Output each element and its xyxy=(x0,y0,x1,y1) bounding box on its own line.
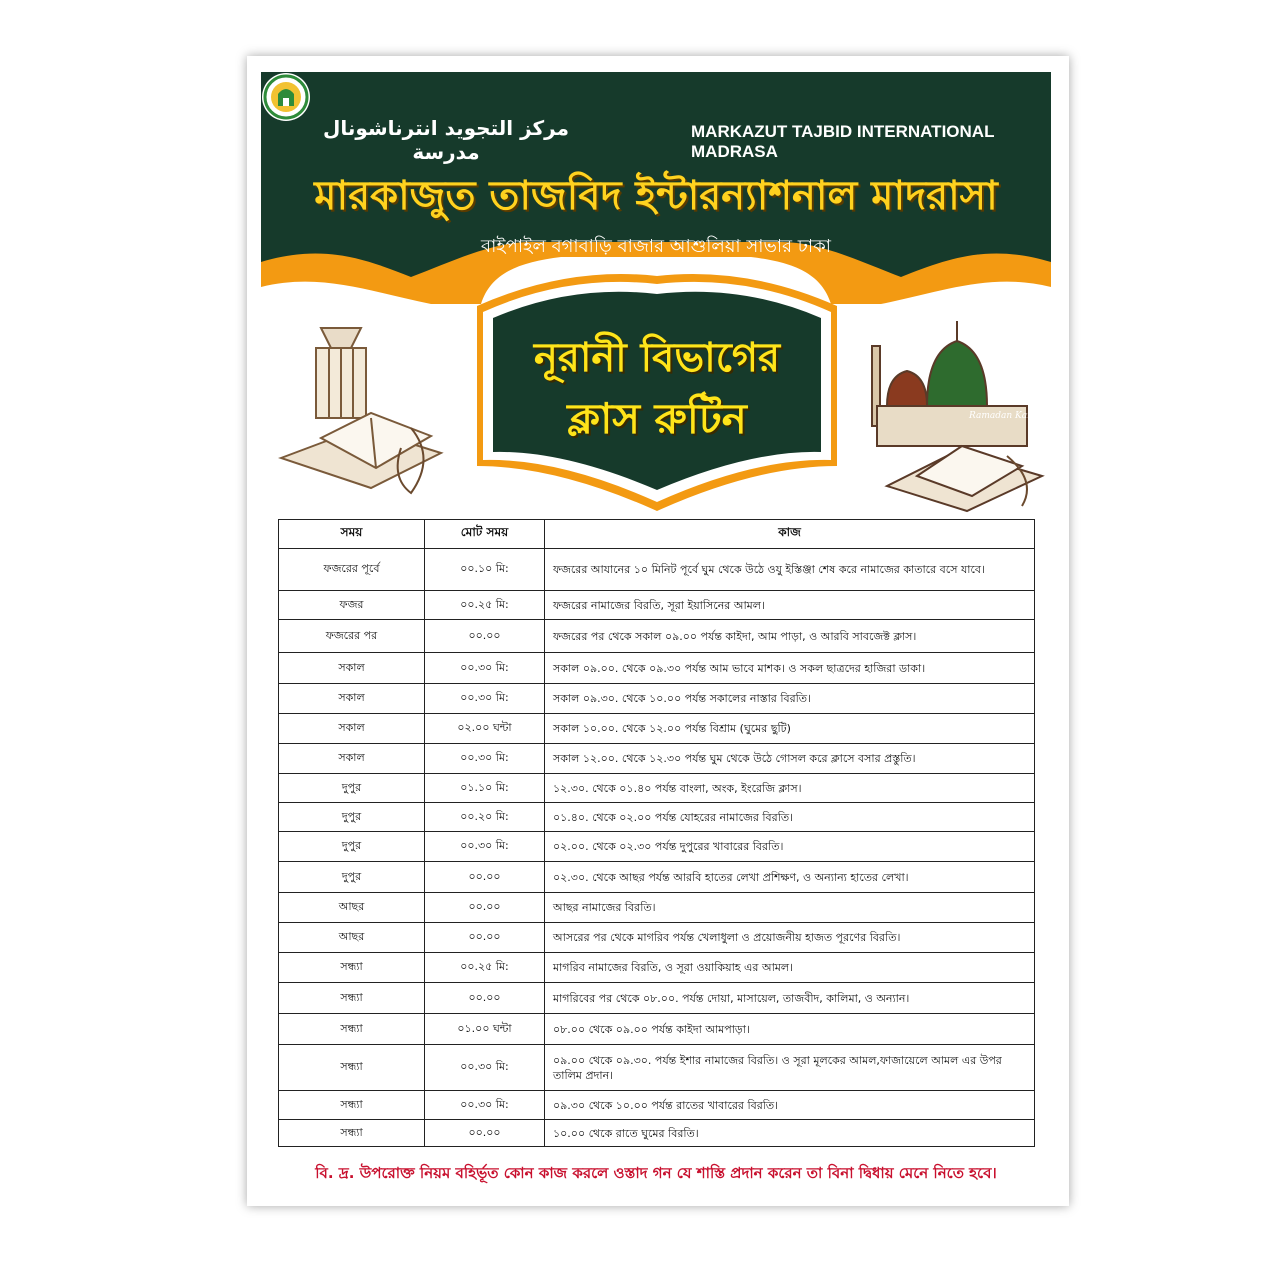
time-cell: সন্ধ্যা xyxy=(279,1120,425,1147)
duration-cell: ০০.০০ xyxy=(425,1120,545,1147)
english-madrasa-name: MARKAZUT TAJBID INTERNATIONAL MADRASA xyxy=(691,122,995,161)
duration-cell: ০০.৩০ মি: xyxy=(425,744,545,774)
table-row xyxy=(279,653,1035,684)
routine-table xyxy=(278,519,1035,1147)
duration-cell: ০০.০০ xyxy=(425,862,545,893)
title-line-1: নূরানী বিভাগের xyxy=(533,335,781,381)
time-cell: সন্ধ্যা xyxy=(279,1091,425,1120)
task-cell: মাগরিবের পর থেকে ০৮.০০. পর্যন্ত দোয়া, মাসায়েল, তাজবীদ, কালিমা, ও অন্যান। xyxy=(545,983,1035,1014)
duration-cell: ০০.২৫ মি: xyxy=(425,591,545,620)
routine-table-body xyxy=(279,549,1035,1147)
task-cell: ০১.৪০. থেকে ০২.০০ পর্যন্ত যোহরের নামাজের বিরতি। xyxy=(545,803,1035,832)
duration-cell: ০০.২৫ মি: xyxy=(425,953,545,983)
duration-cell: ০০.৩০ মি: xyxy=(425,653,545,684)
bengali-madrasa-name: মারকাজুত তাজবিদ ইন্টারন্যাশনাল মাদরাসা xyxy=(314,173,998,219)
duration-cell: ০০.৩০ মি: xyxy=(425,1045,545,1091)
time-cell: দুপুর xyxy=(279,803,425,832)
time-cell: সন্ধ্যা xyxy=(279,1014,425,1045)
table-row xyxy=(279,953,1035,983)
table-header-row xyxy=(279,520,1035,549)
table-row xyxy=(279,893,1035,923)
task-cell: ফজরের পর থেকে সকাল ০৯.০০ পর্যন্ত কাইদা, আম পাড়া, ও আরবি সাবজেক্ট ক্লাস। xyxy=(545,620,1035,653)
table-row xyxy=(279,549,1035,591)
table-row xyxy=(279,923,1035,953)
duration-cell: ০০.৩০ মি: xyxy=(425,1091,545,1120)
column-header-duration: মোট সময় xyxy=(425,520,545,549)
column-header-time: সময় xyxy=(279,520,425,549)
task-cell: সকাল ১২.০০. থেকে ১২.৩০ পর্যন্ত ঘুম থেকে উঠে গোসল করে ক্লাসে বসার প্রস্তুতি। xyxy=(545,744,1035,774)
time-cell: দুপুর xyxy=(279,774,425,803)
duration-cell: ০০.৩০ মি: xyxy=(425,684,545,714)
task-cell: ০৯.০০ থেকে ০৯.৩০. পর্যন্ত ইশার নামাজের বিরতি। ও সূরা মূলকের আমল,ফাজায়েলে আমল এর উপর তালিম প্রদান। xyxy=(545,1045,1035,1091)
task-cell: আসরের পর থেকে মাগরিব পর্যন্ত খেলাধুলা ও প্রয়োজনীয় হাজত পূরণের বিরতি। xyxy=(545,923,1035,953)
table-row xyxy=(279,862,1035,893)
madrasa-logo-icon xyxy=(261,72,311,122)
task-cell: ফজরের আযানের ১০ মিনিট পূর্বে ঘুম থেকে উঠে ওযু ইস্তিঞ্জা শেষ করে নামাজের কাতারে বসে যাবে। xyxy=(545,549,1035,591)
table-row xyxy=(279,1120,1035,1147)
duration-cell: ০০.৩০ মি: xyxy=(425,832,545,862)
task-cell: ১২.৩০. থেকে ০১.৪০ পর্যন্ত বাংলা, অংক, ইংরেজি ক্লাস। xyxy=(545,774,1035,803)
madrasa-address: বাইপাইল বগাবাড়ি বাজার আশুলিয়া সাভার ঢাকা xyxy=(481,236,831,257)
task-cell: সকাল ০৯.০০. থেকে ০৯.৩০ পর্যন্ত আম ভাবে মাশক। ও সকল ছাত্রদের হাজিরা ডাকা। xyxy=(545,653,1035,684)
task-cell: মাগরিব নামাজের বিরতি, ও সূরা ওয়াকিয়াহ এর আমল। xyxy=(545,953,1035,983)
duration-cell: ০০.০০ xyxy=(425,620,545,653)
task-cell: ০৯.৩০ থেকে ১০.০০ পর্যন্ত রাতের খাবারের বিরতি। xyxy=(545,1091,1035,1120)
task-cell: আছর নামাজের বিরতি। xyxy=(545,893,1035,923)
duration-cell: ০০.০০ xyxy=(425,983,545,1014)
duration-cell: ০০.২০ মি: xyxy=(425,803,545,832)
table-row xyxy=(279,832,1035,862)
duration-cell: ০০.১০ মি: xyxy=(425,549,545,591)
time-cell: সন্ধ্যা xyxy=(279,1045,425,1091)
duration-cell: ০০.০০ xyxy=(425,923,545,953)
table-row xyxy=(279,774,1035,803)
quran-lantern-icon xyxy=(261,318,461,503)
column-header-task: কাজ xyxy=(545,520,1035,549)
task-cell: ০২.০০. থেকে ০২.৩০ পর্যন্ত দুপুরের খাবারের বিরতি। xyxy=(545,832,1035,862)
table-row xyxy=(279,744,1035,774)
table-row xyxy=(279,1045,1035,1091)
time-cell: দুপুর xyxy=(279,862,425,893)
duration-cell: ০২.০০ ঘন্টা xyxy=(425,714,545,744)
task-cell: সকাল ০৯.৩০. থেকে ১০.০০ পর্যন্ত সকালের নাস্তার বিরতি। xyxy=(545,684,1035,714)
task-cell: সকাল ১০.০০. থেকে ১২.০০ পর্যন্ত বিশ্রাম (ঘুমের ছুটি) xyxy=(545,714,1035,744)
time-cell: সকাল xyxy=(279,714,425,744)
mosque-quran-icon xyxy=(857,306,1057,516)
time-cell: সন্ধ্যা xyxy=(279,953,425,983)
time-cell: সকাল xyxy=(279,653,425,684)
time-cell: দুপুর xyxy=(279,832,425,862)
footnote: বি. দ্র. উপরোক্ত নিয়ম বহির্ভূত কোন কাজ করলে ওস্তাদ গন যে শাস্তি প্রদান করেন তা বিনা দ্বিধায় মেনে নিতে হবে। xyxy=(315,1164,997,1182)
table-row xyxy=(279,983,1035,1014)
table-row xyxy=(279,714,1035,744)
table-row xyxy=(279,620,1035,653)
title-badge xyxy=(467,266,847,516)
time-cell: ফজরের পর xyxy=(279,620,425,653)
duration-cell: ০০.০০ xyxy=(425,893,545,923)
table-row xyxy=(279,591,1035,620)
table-row xyxy=(279,1091,1035,1120)
table-row xyxy=(279,684,1035,714)
table-row xyxy=(279,1014,1035,1045)
arabic-madrasa-name: مركز التجويد انترناشونال مدرسة xyxy=(323,116,569,164)
title-line-2: ক্লাস রুটিন xyxy=(567,394,747,443)
duration-cell: ০১.০০ ঘন্টা xyxy=(425,1014,545,1045)
time-cell: সকাল xyxy=(279,744,425,774)
routine-poster xyxy=(247,56,1069,1206)
task-cell: ০৮.০০ থেকে ০৯.০০ পর্যন্ত কাইদা আমপাড়া। xyxy=(545,1014,1035,1045)
time-cell: ফজর xyxy=(279,591,425,620)
duration-cell: ০১.১০ মি: xyxy=(425,774,545,803)
task-cell: ১০.০০ থেকে রাতে ঘুমের বিরতি। xyxy=(545,1120,1035,1147)
time-cell: ফজরের পূর্বে xyxy=(279,549,425,591)
ramadan-caption: Ramadan Kareem xyxy=(969,411,1051,421)
table-row xyxy=(279,803,1035,832)
task-cell: ০২.৩০. থেকে আছর পর্যন্ত আরবি হাতের লেখা প্রশিক্ষণ, ও অন্যান্য হাতের লেখা। xyxy=(545,862,1035,893)
task-cell: ফজরের নামাজের বিরতি, সূরা ইয়াসিনের আমল। xyxy=(545,591,1035,620)
time-cell: সন্ধ্যা xyxy=(279,983,425,1014)
time-cell: আছর xyxy=(279,923,425,953)
time-cell: সকাল xyxy=(279,684,425,714)
time-cell: আছর xyxy=(279,893,425,923)
